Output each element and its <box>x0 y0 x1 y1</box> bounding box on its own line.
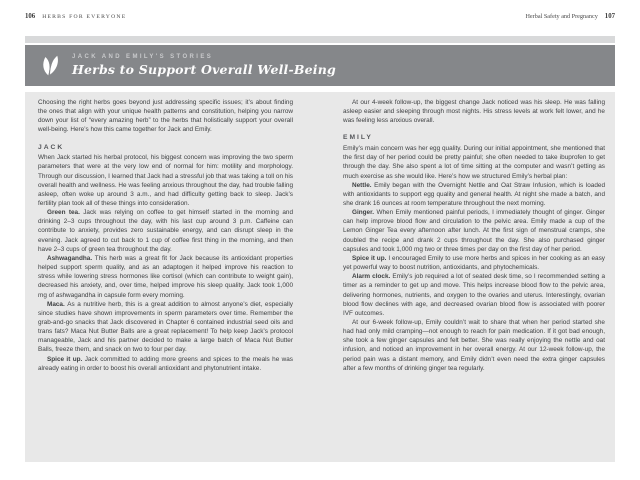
banner-title: Herbs to Support Overall Well-Being <box>72 62 336 77</box>
paragraph-lead: Alarm clock. <box>352 273 391 281</box>
paragraph-lead: Ashwagandha. <box>47 254 93 262</box>
paragraph <box>343 254 605 272</box>
left-page-number: 106 <box>25 13 36 20</box>
paragraph <box>343 144 605 181</box>
banner-text <box>72 54 336 77</box>
right-page-column <box>343 98 605 462</box>
section-heading-emily: EMILY <box>343 134 373 142</box>
running-heads <box>25 13 615 20</box>
content-panel <box>25 92 615 462</box>
paragraph <box>343 181 605 208</box>
leaf-icon <box>37 53 62 78</box>
paragraph <box>38 355 293 373</box>
opening-paragraph: At our 4-week follow-up, the biggest change Jack noticed was his sleep. He was falling asleep easier and sleeping through most nights. His stress levels at work felt lower, and he was feeling less anxious overall. <box>343 99 605 125</box>
paragraph-text: This herb was a great fit for Jack because its antioxidant properties helped support sperm quality, and as an adaptogen it helped improve his reaction to stress while lowering stress hormones like cortisol (which can contribute to weight gain), decreased his anxiety, and, over time, helped improve his sleep quality. Jack took 1,000 mg of ashwagandha in capsule form every morning. <box>38 254 293 299</box>
intro-paragraph: Choosing the right herbs goes beyond just addressing specific issues; it’s about finding the ones that align with your unique health patterns and constitution, helping you narrow down your list of “every amazing herb” to the herbs that holistically support your overall well-being. Here’s how this came together for Jack and Emily. <box>38 99 293 134</box>
paragraph <box>38 254 293 300</box>
banner-top-strip <box>25 36 615 43</box>
right-page-number: 107 <box>604 13 615 20</box>
story-banner <box>25 45 615 86</box>
paragraph-lead: Nettle. <box>352 181 372 189</box>
paragraph-text: When Emily mentioned painful periods, I immediately thought of ginger. Ginger can help improve blood flow and circulation to the pelvic area. Emily made a cup of the Lemon Ginger Tea every afternoon after lunch. At the first sign of menstrual cramps, she doubled the recipe and drank 2 cups throughout the day. She also purchased ginger capsules and took 1,000 mg two or three times per day on the first day of her period. <box>343 209 606 253</box>
paragraph-text: When Jack started his herbal protocol, his biggest concern was improving the two sperm parameters that were at the very low end of normal for him: motility and morphology. Through our discussion, I learned that Jack had a stressful job that was taking a toll on his overall health and wellness. He was feeling anxious throughout the day, had trouble falling asleep, often woke up around 3 a.m., and had difficulty getting back to sleep. Jack’s fertility plan took all of these things into consideration. <box>38 154 293 207</box>
paragraph-lead: Spice it up. <box>47 355 83 363</box>
paragraph-text: Emily’s main concern was her egg quality. During our initial appointment, she mentioned that the first day of her period could be pretty painful; she often needed to take ibuprofen to get through the day. She also spent a lot of time sitting at the computer and wasn’t getting as much exercise as she would like. Here’s how we structured Emily’s herbal plan: <box>343 145 605 180</box>
right-running-title: Herbal Safety and Pregnancy <box>525 13 598 20</box>
paragraph-lead: Ginger. <box>352 209 375 217</box>
paragraph-lead: Green tea. <box>47 209 80 217</box>
left-running-title: HERBS FOR EVERYONE <box>42 14 127 20</box>
paragraph <box>343 272 605 318</box>
paragraph <box>38 153 293 208</box>
banner-eyebrow: JACK AND EMILY'S STORIES <box>72 54 214 60</box>
paragraph-text: Emily’s job required a lot of seated desk time, so I recommended setting a timer as a reminder to get up and move. This helps increase blood flow to the pelvic area, delivering hormones, nutrients, and oxygen to the ovaries and uterus. Interestingly, ovarian blood flow declines with age, and decreased ovarian blood flow is associated with poorer IVF outcomes. <box>343 273 605 317</box>
paragraph <box>343 208 605 254</box>
paragraph-text: Jack was relying on coffee to get himself started in the morning and drinking 2–3 cups throughout the day, with his last cup around 3 p.m. Caffeine can contribute to anxiety, provides zero sustainable energy, and can disrupt sleep in the evening. Jack agreed to cut back to 1 cup of coffee first thing in the morning, and then have 2–3 cups of green tea throughout the day. <box>38 209 293 253</box>
paragraph-lead: Spice it up. <box>352 254 387 262</box>
paragraph-text: Emily began with the Overnight Nettle and Oat Straw Infusion, which is loaded with antioxidants to support egg quality and general health. At night she made a batch, and she drank 16 ounces at room temperature throughout the next morning. <box>343 181 605 207</box>
paragraph <box>38 208 293 254</box>
paragraph-lead: Maca. <box>47 300 65 308</box>
closing-paragraph <box>343 318 605 373</box>
left-page-column <box>38 98 293 462</box>
running-head-right <box>525 13 615 20</box>
paragraph-text: At our 6-week follow-up, Emily couldn’t wait to share that when her period started she had had only mild cramping—not enough to reach for pain medication. If it got bad enough, she took a few ginger capsules and felt better. She was really enjoying the nettle and oat infusion, and noticed an improvement in her overall energy. At our 12-week follow-up, the period pain was a distant memory, and Emily didn’t even need the extra ginger capsules after a few months of drinking ginger tea regularly. <box>343 319 605 372</box>
paragraph-text: As a nutritive herb, this is a great addition to almost anyone’s diet, especially since studies have shown improvements in sperm parameters over time. Remember the grab-and-go snacks that Jack discovered in Chapter 6 contained industrial seed oils and trans fats? Maca Nut Butter Balls are a great replacement! To help keep Jack’s protocol manageable, Jack and his partner decided to make a large batch of Maca Nut Butter Balls, freeze them, and snack on two to four per day. <box>38 300 293 354</box>
paragraph-text: Jack committed to adding more greens and spices to the meals he was already eating in order to boost his overall antioxidant and phytonutrient intake. <box>38 355 293 372</box>
paragraph <box>38 300 293 355</box>
running-head-left <box>25 13 126 20</box>
section-heading-jack: JACK <box>38 143 65 151</box>
paragraph-text: I encouraged Emily to use more herbs and spices in her cooking as an easy yet powerful way to boost nutrition, antioxidants, and phytochemicals. <box>343 254 605 272</box>
